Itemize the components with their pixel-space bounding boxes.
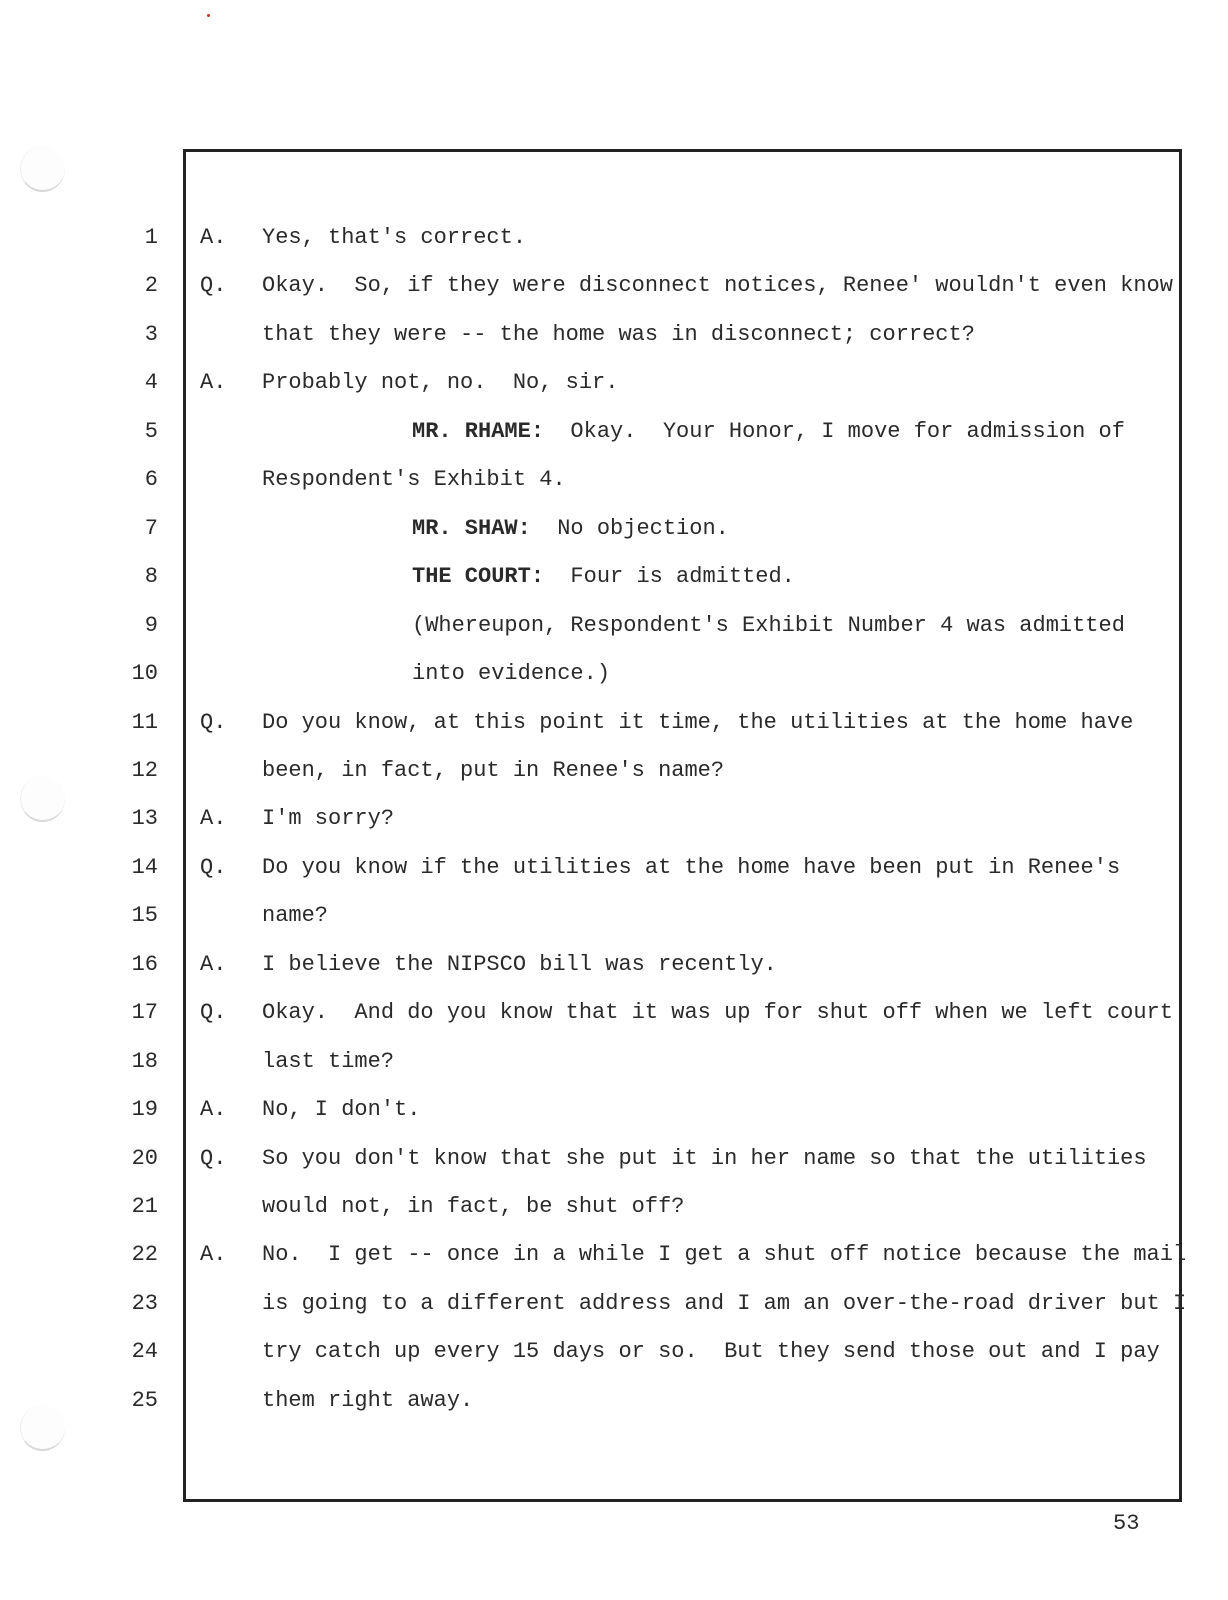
line-number: 4 — [144, 370, 158, 395]
line-text: I'm sorry? — [262, 806, 395, 831]
line-text: Probably not, no. No, sir. — [262, 370, 619, 395]
line-number: 17 — [131, 1000, 158, 1025]
spoken-text: No objection. — [530, 516, 729, 541]
line-number: 12 — [131, 758, 158, 783]
ink-speck — [207, 14, 210, 17]
qa-marker: Q. — [200, 273, 227, 298]
line-text: So you don't know that she put it in her name so that the utilities — [262, 1146, 1147, 1171]
line-text: I believe the NIPSCO bill was recently. — [262, 952, 777, 977]
line-number: 8 — [144, 564, 158, 589]
spoken-text: Four is admitted. — [544, 564, 795, 589]
line-text: Yes, that's correct. — [262, 225, 527, 250]
line-text: Okay. And do you know that it was up for shut off when we left court — [262, 1000, 1173, 1025]
line-number: 14 — [131, 855, 158, 880]
line-number: 25 — [131, 1388, 158, 1413]
line-text — [412, 517, 729, 541]
line-text: them right away. — [262, 1388, 474, 1413]
line-text: last time? — [262, 1049, 395, 1074]
line-text: try catch up every 15 days or so. But they send those out and I pay — [262, 1339, 1160, 1364]
page-number: 53 — [1113, 1511, 1140, 1536]
qa-marker: Q. — [200, 855, 227, 880]
line-number: 1 — [144, 225, 158, 250]
line-text: Respondent's Exhibit 4. — [262, 467, 566, 492]
line-text: Do you know if the utilities at the home have been put in Renee's — [262, 855, 1121, 880]
line-number: 13 — [131, 806, 158, 831]
binder-hole-middle — [20, 776, 65, 822]
line-text: that they were -- the home was in disconnect; correct? — [262, 322, 975, 347]
line-text: (Whereupon, Respondent's Exhibit Number 4 was admitted — [412, 613, 1125, 638]
line-number: 7 — [144, 516, 158, 541]
line-number: 22 — [131, 1242, 158, 1267]
line-number: 23 — [131, 1291, 158, 1316]
line-text: Okay. So, if they were disconnect notices, Renee' wouldn't even know — [262, 273, 1173, 298]
qa-marker: A. — [200, 952, 227, 977]
line-number: 21 — [131, 1194, 158, 1219]
qa-marker: Q. — [200, 710, 227, 735]
qa-marker: Q. — [200, 1146, 227, 1171]
speaker-label: MR. SHAW: — [412, 516, 531, 541]
line-text — [412, 420, 1125, 444]
line-number: 5 — [144, 419, 158, 444]
line-number: 9 — [144, 613, 158, 638]
line-number: 2 — [144, 273, 158, 298]
line-number: 20 — [131, 1146, 158, 1171]
line-number: 11 — [131, 710, 158, 735]
line-text: would not, in fact, be shut off? — [262, 1194, 685, 1219]
line-number: 16 — [131, 952, 158, 977]
qa-marker: A. — [200, 370, 227, 395]
speaker-label: MR. RHAME: — [412, 419, 545, 444]
line-text: Do you know, at this point it time, the utilities at the home have — [262, 710, 1134, 735]
line-text: been, in fact, put in Renee's name? — [262, 758, 725, 783]
line-text: No. I get -- once in a while I get a shut off notice because the mail — [262, 1242, 1187, 1267]
line-number: 10 — [131, 661, 158, 686]
binder-hole-bottom — [20, 1405, 65, 1451]
spoken-text: Okay. Your Honor, I move for admission of — [544, 419, 1125, 444]
line-number: 24 — [131, 1339, 158, 1364]
line-text: No, I don't. — [262, 1097, 421, 1122]
line-text — [412, 565, 795, 589]
qa-marker: A. — [200, 225, 227, 250]
line-number: 3 — [144, 322, 158, 347]
line-number: 19 — [131, 1097, 158, 1122]
qa-marker: A. — [200, 806, 227, 831]
qa-marker: A. — [200, 1097, 227, 1122]
line-number: 6 — [144, 467, 158, 492]
line-number: 18 — [131, 1049, 158, 1074]
line-text: is going to a different address and I am an over-the-road driver but I — [262, 1291, 1187, 1316]
line-text: name? — [262, 903, 329, 928]
speaker-label: THE COURT: — [412, 564, 545, 589]
line-text: into evidence.) — [412, 661, 611, 686]
line-number: 15 — [131, 903, 158, 928]
qa-marker: Q. — [200, 1000, 227, 1025]
binder-hole-top — [20, 146, 65, 192]
qa-marker: A. — [200, 1242, 227, 1267]
